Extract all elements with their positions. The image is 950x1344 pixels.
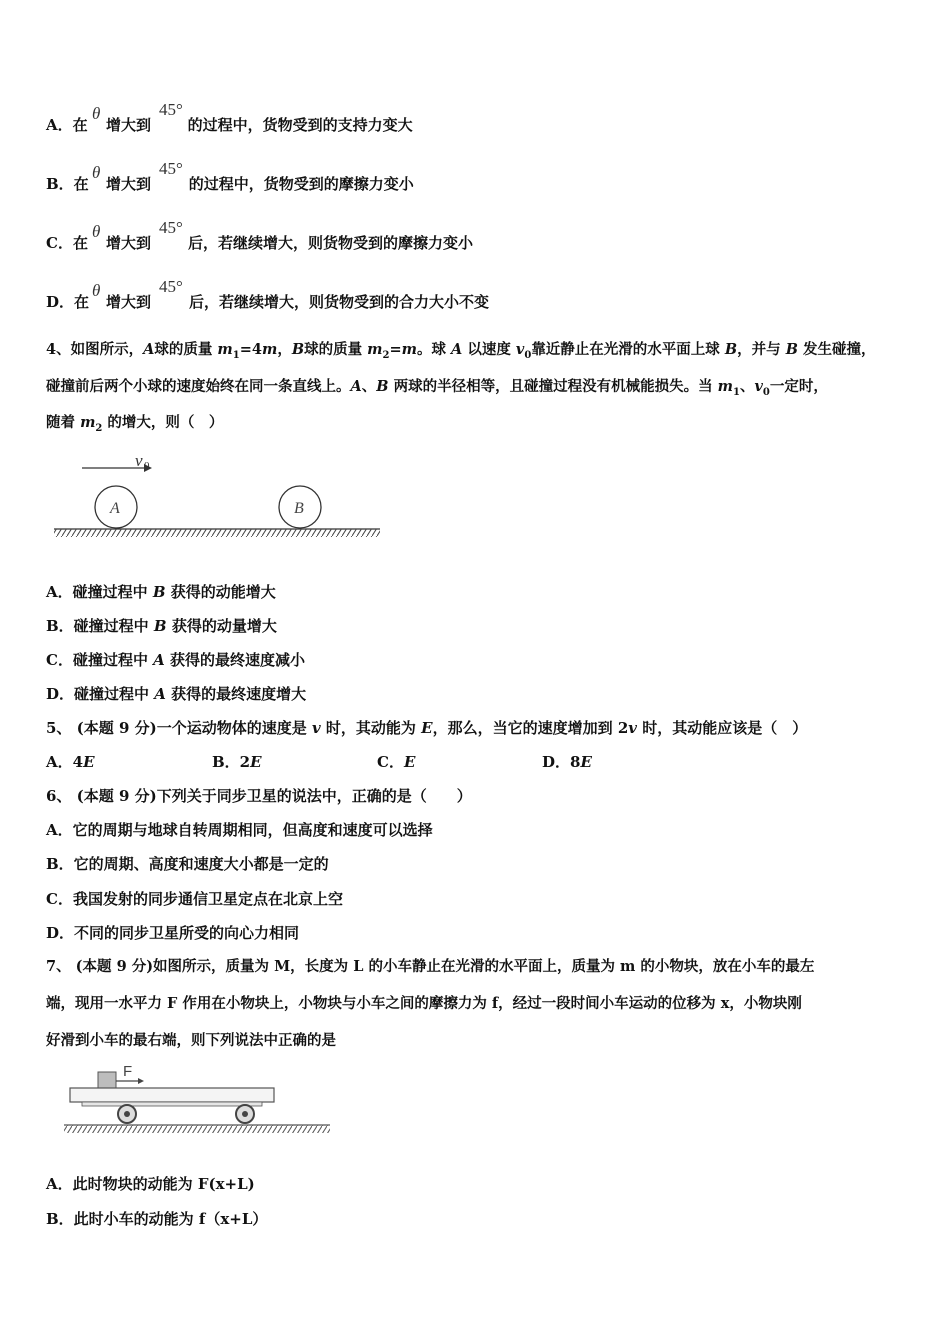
q5-stem: 5、 (本题 9 分)一个运动物体的速度是 v 时，其动能为 E，那么，当它的速度增加到 2v 时，其动能应该是（ ） xyxy=(46,719,808,737)
angle-value: 45° xyxy=(159,159,183,178)
theta-symbol: θ xyxy=(92,163,101,182)
option-label: A．在 xyxy=(46,116,88,134)
q3-option-b-text xyxy=(46,174,414,194)
ball-a-label: A xyxy=(110,500,120,517)
option-mid: 增大到 xyxy=(106,116,152,134)
option-rest: 的过程中，货物受到的摩擦力变小 xyxy=(188,175,414,193)
q4-collision-figure xyxy=(52,448,384,544)
q7-stem-line2: 端，现用一水平力 F 作用在小物块上，小物块与小车之间的摩擦力为 f，经过一段时间小车运动的位移为 x，小物块刚 xyxy=(46,995,802,1012)
q5-option-b: B．2E xyxy=(212,753,262,771)
option-mid: 增大到 xyxy=(106,293,152,311)
option-rest: 后，若继续增大，则货物受到的摩擦力变小 xyxy=(187,234,473,252)
q4-option-a: A．碰撞过程中 B 获得的动能增大 xyxy=(46,583,276,601)
force-label: F xyxy=(123,1063,133,1080)
option-rest: 后，若继续增大，则货物受到的合力大小不变 xyxy=(189,293,490,311)
q4-stem-line3: 随着 $m_2$ 的增大，则（ ） xyxy=(46,414,224,434)
theta-symbol: θ xyxy=(92,281,101,300)
angle-value: 45° xyxy=(159,277,183,296)
q4-stem-line2: 碰撞前后两个小球的速度始终在同一条直线上。A、B 两球的半径相等，且碰撞过程没有机械能损失。当 $m_1$、$v_0$一定时， xyxy=(46,378,828,398)
ball-b-label: B xyxy=(294,500,304,517)
option-label: D．在 xyxy=(46,293,90,311)
q4-option-c: C．碰撞过程中 A 获得的最终速度减小 xyxy=(46,651,306,669)
q4-option-d: D．碰撞过程中 A 获得的最终速度增大 xyxy=(46,685,307,703)
q7-option-b: B．此时小车的动能为 f（x+L） xyxy=(46,1210,268,1228)
q7-stem-line3: 好滑到小车的最右端，则下列说法中正确的是 xyxy=(46,1032,336,1049)
theta-symbol: θ xyxy=(92,104,101,123)
option-mid: 增大到 xyxy=(106,175,152,193)
option-rest: 的过程中，货物受到的支持力变大 xyxy=(187,116,413,134)
cart-body xyxy=(70,1088,274,1102)
q5-option-d: D．8E xyxy=(542,753,592,771)
angle-value: 45° xyxy=(159,100,183,119)
option-label: C．在 xyxy=(46,234,88,252)
block xyxy=(98,1072,116,1088)
force-arrowhead-icon xyxy=(138,1078,144,1084)
q6-option-d: D．不同的同步卫星所受的向心力相同 xyxy=(46,924,300,942)
q6-option-a: A．它的周期与地球自转周期相同，但高度和速度可以选择 xyxy=(46,821,433,839)
angle-value: 45° xyxy=(159,218,183,237)
ground-hatch xyxy=(54,529,380,537)
velocity-label: v xyxy=(135,451,143,470)
q6-option-c: C．我国发射的同步通信卫星定点在北京上空 xyxy=(46,890,343,908)
option-label: B．在 xyxy=(46,175,89,193)
cart-base xyxy=(82,1102,262,1106)
q7-stem-line1: 7、 (本题 9 分)如图所示，质量为 M，长度为 L 的小车静止在光滑的水平面上，质量为 m 的小物块，放在小车的最左 xyxy=(46,958,815,975)
ground-hatch xyxy=(64,1125,330,1133)
q4-option-b: B．碰撞过程中 B 获得的动量增大 xyxy=(46,617,277,635)
option-mid: 增大到 xyxy=(106,234,152,252)
q4-stem-line1: 4、如图所示，A球的质量 $m_1=4m$，B球的质量 $m_2=m$。球 A 以速度 $v_0$靠近静止在光滑的水平面上球 B，并与 B 发生碰撞， xyxy=(46,341,876,361)
q5-option-c: C．E xyxy=(377,753,416,771)
q6-stem: 6、 (本题 9 分)下列关于同步卫星的说法中，正确的是（ ） xyxy=(46,787,472,805)
q3-option-a-text xyxy=(46,115,413,135)
q5-option-a: A．4E xyxy=(46,753,95,771)
q7-cart-figure xyxy=(62,1062,334,1142)
velocity-subscript: 0 xyxy=(144,460,150,472)
q7-option-a: A．此时物块的动能为 F(x+L) xyxy=(46,1175,255,1193)
theta-symbol: θ xyxy=(92,222,101,241)
q6-option-b: B．它的周期、高度和速度大小都是一定的 xyxy=(46,855,329,873)
